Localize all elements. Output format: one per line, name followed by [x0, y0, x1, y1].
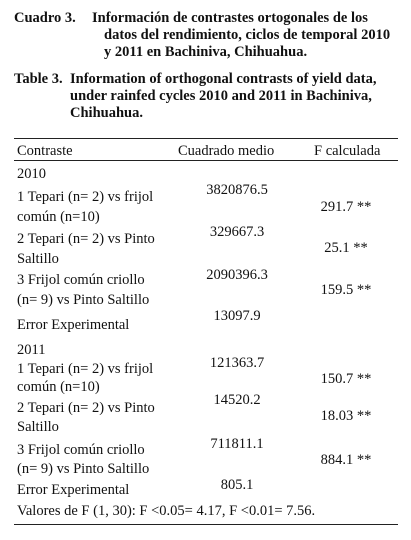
- caption-line: Information of orthogonal contrasts of yield data,: [70, 71, 377, 87]
- caption-english: [14, 71, 403, 122]
- caption-line: y 2011 en Bachiniva, Chihuahua.: [104, 44, 308, 60]
- table-top-rule: [14, 138, 398, 139]
- contrast-line: Error Experimental: [17, 482, 130, 498]
- contrast-line: 3 Frijol común criollo: [17, 442, 145, 458]
- contrast-line: común (n=10): [17, 209, 100, 225]
- mean-square-value: 805.1: [220, 477, 254, 493]
- group-year: 2010: [17, 166, 46, 182]
- table-footnote: Valores de F (1, 30): F <0.05= 4.17, F <0.01= 7.56.: [17, 503, 316, 519]
- header-f-value: F calculada: [314, 143, 381, 159]
- group-year: 2011: [17, 342, 46, 358]
- contrast-line: Saltillo: [17, 251, 59, 267]
- contrast-line: (n= 9) vs Pinto Saltillo: [17, 292, 150, 308]
- mean-square-value: 329667.3: [209, 224, 265, 240]
- contrast-line: (n= 9) vs Pinto Saltillo: [17, 461, 150, 477]
- f-value: 18.03 **: [320, 408, 372, 424]
- contrast-line: Saltillo: [17, 419, 59, 435]
- contrast-line: Error Experimental: [17, 317, 130, 333]
- mean-square-value: 13097.9: [213, 308, 261, 324]
- mean-square-value: 14520.2: [213, 392, 261, 408]
- table-bottom-rule: [14, 524, 398, 525]
- caption-line: datos del rendimiento, ciclos de temporal 2010: [104, 27, 391, 43]
- header-mean-square: Cuadrado medio: [178, 143, 275, 159]
- table-header-rule: [14, 160, 398, 161]
- f-value: 884.1 **: [320, 452, 372, 468]
- caption-label-spanish: Cuadro 3.: [14, 10, 76, 26]
- f-value: 291.7 **: [320, 199, 372, 215]
- f-value: 159.5 **: [320, 282, 372, 298]
- contrast-line: 2 Tepari (n= 2) vs Pinto: [17, 400, 155, 416]
- mean-square-value: 711811.1: [210, 436, 264, 452]
- contrast-line: común (n=10): [17, 379, 100, 395]
- contrast-line: 2 Tepari (n= 2) vs Pinto: [17, 231, 155, 247]
- contrast-line: 1 Tepari (n= 2) vs frijol: [17, 189, 154, 205]
- caption-label-english: Table 3.: [14, 71, 63, 87]
- f-value: 150.7 **: [320, 371, 372, 387]
- header-contrast: Contraste: [17, 143, 73, 159]
- caption-line: Información de contrastes ortogonales de los: [92, 10, 368, 26]
- caption-spanish: [14, 10, 403, 61]
- caption-text-english: [14, 71, 403, 122]
- f-value: 25.1 **: [324, 240, 368, 256]
- mean-square-value: 3820876.5: [206, 182, 268, 198]
- mean-square-value: 121363.7: [209, 355, 265, 371]
- mean-square-value: 2090396.3: [206, 267, 268, 283]
- caption-line: Chihuahua.: [70, 105, 143, 121]
- contrast-line: 3 Frijol común criollo: [17, 272, 145, 288]
- contrast-line: 1 Tepari (n= 2) vs frijol: [17, 361, 154, 377]
- caption-line: under rainfed cycles 2010 and 2011 in Bachiniva,: [70, 88, 372, 104]
